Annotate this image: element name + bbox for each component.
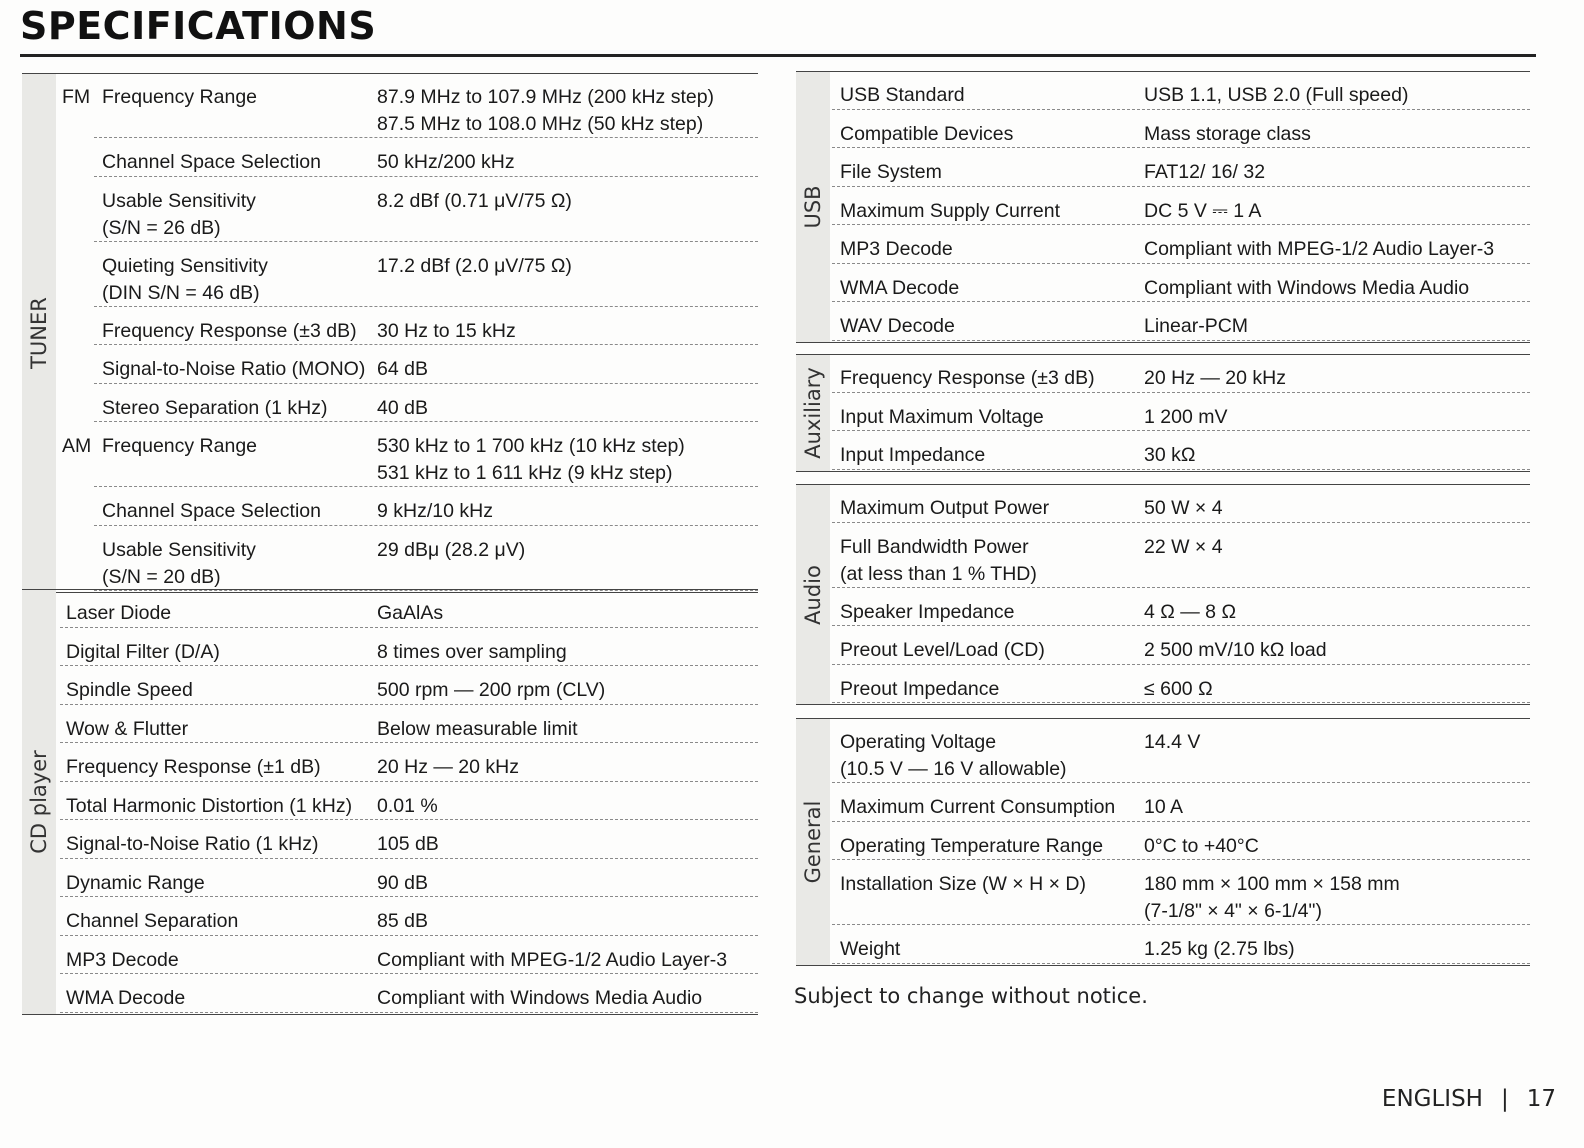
- spec-value: 0.01 %: [377, 794, 438, 817]
- auxiliary-tab: [796, 355, 830, 471]
- spec-value: 1 200 mV: [1144, 405, 1228, 428]
- spec-value: 14.4 V: [1144, 731, 1201, 753]
- footer-language: ENGLISH: [1381, 1086, 1483, 1112]
- spec-label: Operating Temperature Range: [840, 834, 1104, 857]
- page-footer: [1382, 1086, 1556, 1112]
- spec-value: 500 rpm — 200 rpm (CLV): [377, 679, 606, 701]
- spec-label: Spindle Speed: [66, 679, 193, 701]
- spec-label: Channel Space Selection: [102, 151, 321, 173]
- spec-label: (at less than 1 % THD): [840, 562, 1037, 585]
- spec-value: 50 kHz/200 kHz: [377, 151, 515, 173]
- spec-value: 8 times over sampling: [377, 640, 567, 663]
- spec-label: Digital Filter (D/A): [66, 640, 220, 663]
- title-rule: [20, 54, 1536, 57]
- spec-value: GaAlAs: [377, 602, 444, 624]
- spec-value: 22 W × 4: [1144, 535, 1223, 558]
- footnote: Subject to change without notice.: [794, 984, 1148, 1008]
- page-number: 17: [1526, 1086, 1556, 1112]
- spec-label: Maximum Supply Current: [840, 199, 1060, 222]
- spec-label: WMA Decode: [66, 987, 186, 1009]
- auxiliary-tab-label: Auxiliary: [801, 366, 825, 459]
- spec-value: Compliant with Windows Media Audio: [377, 987, 703, 1009]
- spec-label: MP3 Decode: [840, 238, 953, 260]
- spec-value: Mass storage class: [1144, 122, 1311, 145]
- spec-value: 40 dB: [377, 396, 428, 419]
- cd-player-tab-label: CD player: [27, 749, 51, 854]
- spec-label: Maximum Output Power: [840, 497, 1050, 519]
- spec-label: (10.5 V — 16 V allowable): [840, 758, 1067, 780]
- audio-tab-label: Audio: [801, 564, 825, 625]
- spec-label: (DIN S/N = 46 dB): [102, 281, 260, 304]
- spec-value: 105 dB: [377, 833, 439, 855]
- spec-label: Total Harmonic Distortion (1 kHz): [66, 794, 353, 817]
- spec-value: 10 A: [1144, 796, 1184, 818]
- spec-label: WAV Decode: [840, 315, 955, 337]
- spec-label: USB Standard: [840, 84, 965, 106]
- footer-separator: |: [1500, 1086, 1509, 1112]
- spec-label: Usable Sensitivity: [102, 189, 256, 212]
- spec-label: Laser Diode: [66, 602, 172, 624]
- spec-value: 1.25 kg (2.75 lbs): [1144, 938, 1295, 960]
- spec-value: Linear-PCM: [1144, 315, 1249, 337]
- audio-tab: [796, 485, 830, 704]
- spec-label: Installation Size (W × H × D): [840, 873, 1086, 895]
- spec-value: 50 W × 4: [1144, 497, 1223, 519]
- spec-label: Wow & Flutter: [66, 717, 189, 740]
- general-tab-label: General: [801, 800, 825, 884]
- spec-value: 0°C to +40°C: [1144, 834, 1259, 857]
- spec-value: DC 5 V ⎓ 1 A: [1144, 199, 1262, 222]
- spec-value: 531 kHz to 1 611 kHz (9 kHz step): [377, 462, 673, 484]
- spec-value: 29 dBμ (28.2 μV): [377, 538, 526, 561]
- spec-label: Frequency Range: [102, 435, 258, 457]
- spec-label: Full Bandwidth Power: [840, 535, 1029, 558]
- spec-label: Speaker Impedance: [840, 600, 1015, 623]
- spec-value: Compliant with MPEG-1/2 Audio Layer-3: [1144, 238, 1495, 260]
- spec-value: 90 dB: [377, 871, 428, 894]
- spec-label: WMA Decode: [840, 276, 960, 299]
- spec-value: 180 mm × 100 mm × 158 mm: [1144, 873, 1400, 895]
- spec-value: Compliant with MPEG-1/2 Audio Layer-3: [377, 948, 728, 971]
- spec-label: Frequency Response (±3 dB): [102, 319, 357, 342]
- spec-label: Weight: [840, 938, 901, 960]
- spec-value: 87.5 MHz to 108.0 MHz (50 kHz step): [377, 113, 704, 135]
- spec-label: MP3 Decode: [66, 948, 179, 971]
- spec-label: Maximum Current Consumption: [840, 796, 1116, 818]
- spec-label: Usable Sensitivity: [102, 538, 256, 561]
- tuner-tab-label: TUNER: [27, 296, 51, 369]
- spec-label: Frequency Response (±1 dB): [66, 756, 321, 778]
- spec-value: 17.2 dBf (2.0 μV/75 Ω): [377, 254, 572, 277]
- usb-tab: [796, 72, 830, 342]
- fm-band-label: FM: [62, 86, 91, 108]
- spec-label: (S/N = 20 dB): [102, 565, 221, 588]
- spec-label: Signal-to-Noise Ratio (MONO): [102, 358, 366, 380]
- spec-label: Frequency Range: [102, 86, 258, 108]
- spec-value: USB 1.1, USB 2.0 (Full speed): [1144, 84, 1409, 106]
- spec-label: Input Impedance: [840, 444, 986, 466]
- spec-value: 87.9 MHz to 107.9 MHz (200 kHz step): [377, 86, 715, 108]
- spec-label: Dynamic Range: [66, 871, 205, 894]
- spec-value: 4 Ω — 8 Ω: [1144, 600, 1237, 623]
- spec-value: Compliant with Windows Media Audio: [1144, 276, 1470, 299]
- spec-value: 85 dB: [377, 910, 428, 932]
- am-band-label: AM: [62, 435, 92, 457]
- spec-label: Signal-to-Noise Ratio (1 kHz): [66, 833, 319, 855]
- spec-label: Preout Impedance: [840, 677, 1000, 700]
- spec-label: Input Maximum Voltage: [840, 405, 1044, 428]
- spec-value: 9 kHz/10 kHz: [377, 500, 493, 522]
- page-title: SPECIFICATIONS: [20, 4, 377, 48]
- spec-label: Channel Space Selection: [102, 500, 321, 522]
- spec-label: (S/N = 26 dB): [102, 216, 221, 239]
- spec-value: 30 Hz to 15 kHz: [377, 319, 516, 342]
- spec-label: Quieting Sensitivity: [102, 254, 268, 277]
- spec-label: File System: [840, 161, 942, 183]
- spec-value: 20 Hz — 20 kHz: [377, 756, 519, 778]
- usb-tab-label: USB: [801, 185, 825, 229]
- spec-label: Channel Separation: [66, 910, 239, 932]
- spec-value: 8.2 dBf (0.71 μV/75 Ω): [377, 189, 572, 212]
- spec-value: 530 kHz to 1 700 kHz (10 kHz step): [377, 435, 685, 457]
- spec-label: Stereo Separation (1 kHz): [102, 396, 328, 419]
- spec-label: Preout Level/Load (CD): [840, 639, 1045, 661]
- general-tab: [796, 719, 830, 965]
- spec-label: Frequency Response (±3 dB): [840, 367, 1095, 389]
- spec-value: 20 Hz — 20 kHz: [1144, 367, 1286, 389]
- spec-label: Compatible Devices: [840, 122, 1014, 145]
- spec-value: (7-1/8" × 4" × 6-1/4"): [1144, 900, 1322, 922]
- spec-label: Operating Voltage: [840, 731, 997, 753]
- spec-value: 2 500 mV/10 kΩ load: [1144, 639, 1327, 661]
- spec-value: Below measurable limit: [377, 717, 578, 740]
- spec-value: 30 kΩ: [1144, 444, 1196, 466]
- tuner-tab: [22, 74, 56, 592]
- spec-value: ≤ 600 Ω: [1144, 677, 1213, 700]
- spec-value: FAT12/ 16/ 32: [1144, 161, 1266, 183]
- spec-value: 64 dB: [377, 358, 428, 380]
- cd-player-tab: [22, 590, 56, 1014]
